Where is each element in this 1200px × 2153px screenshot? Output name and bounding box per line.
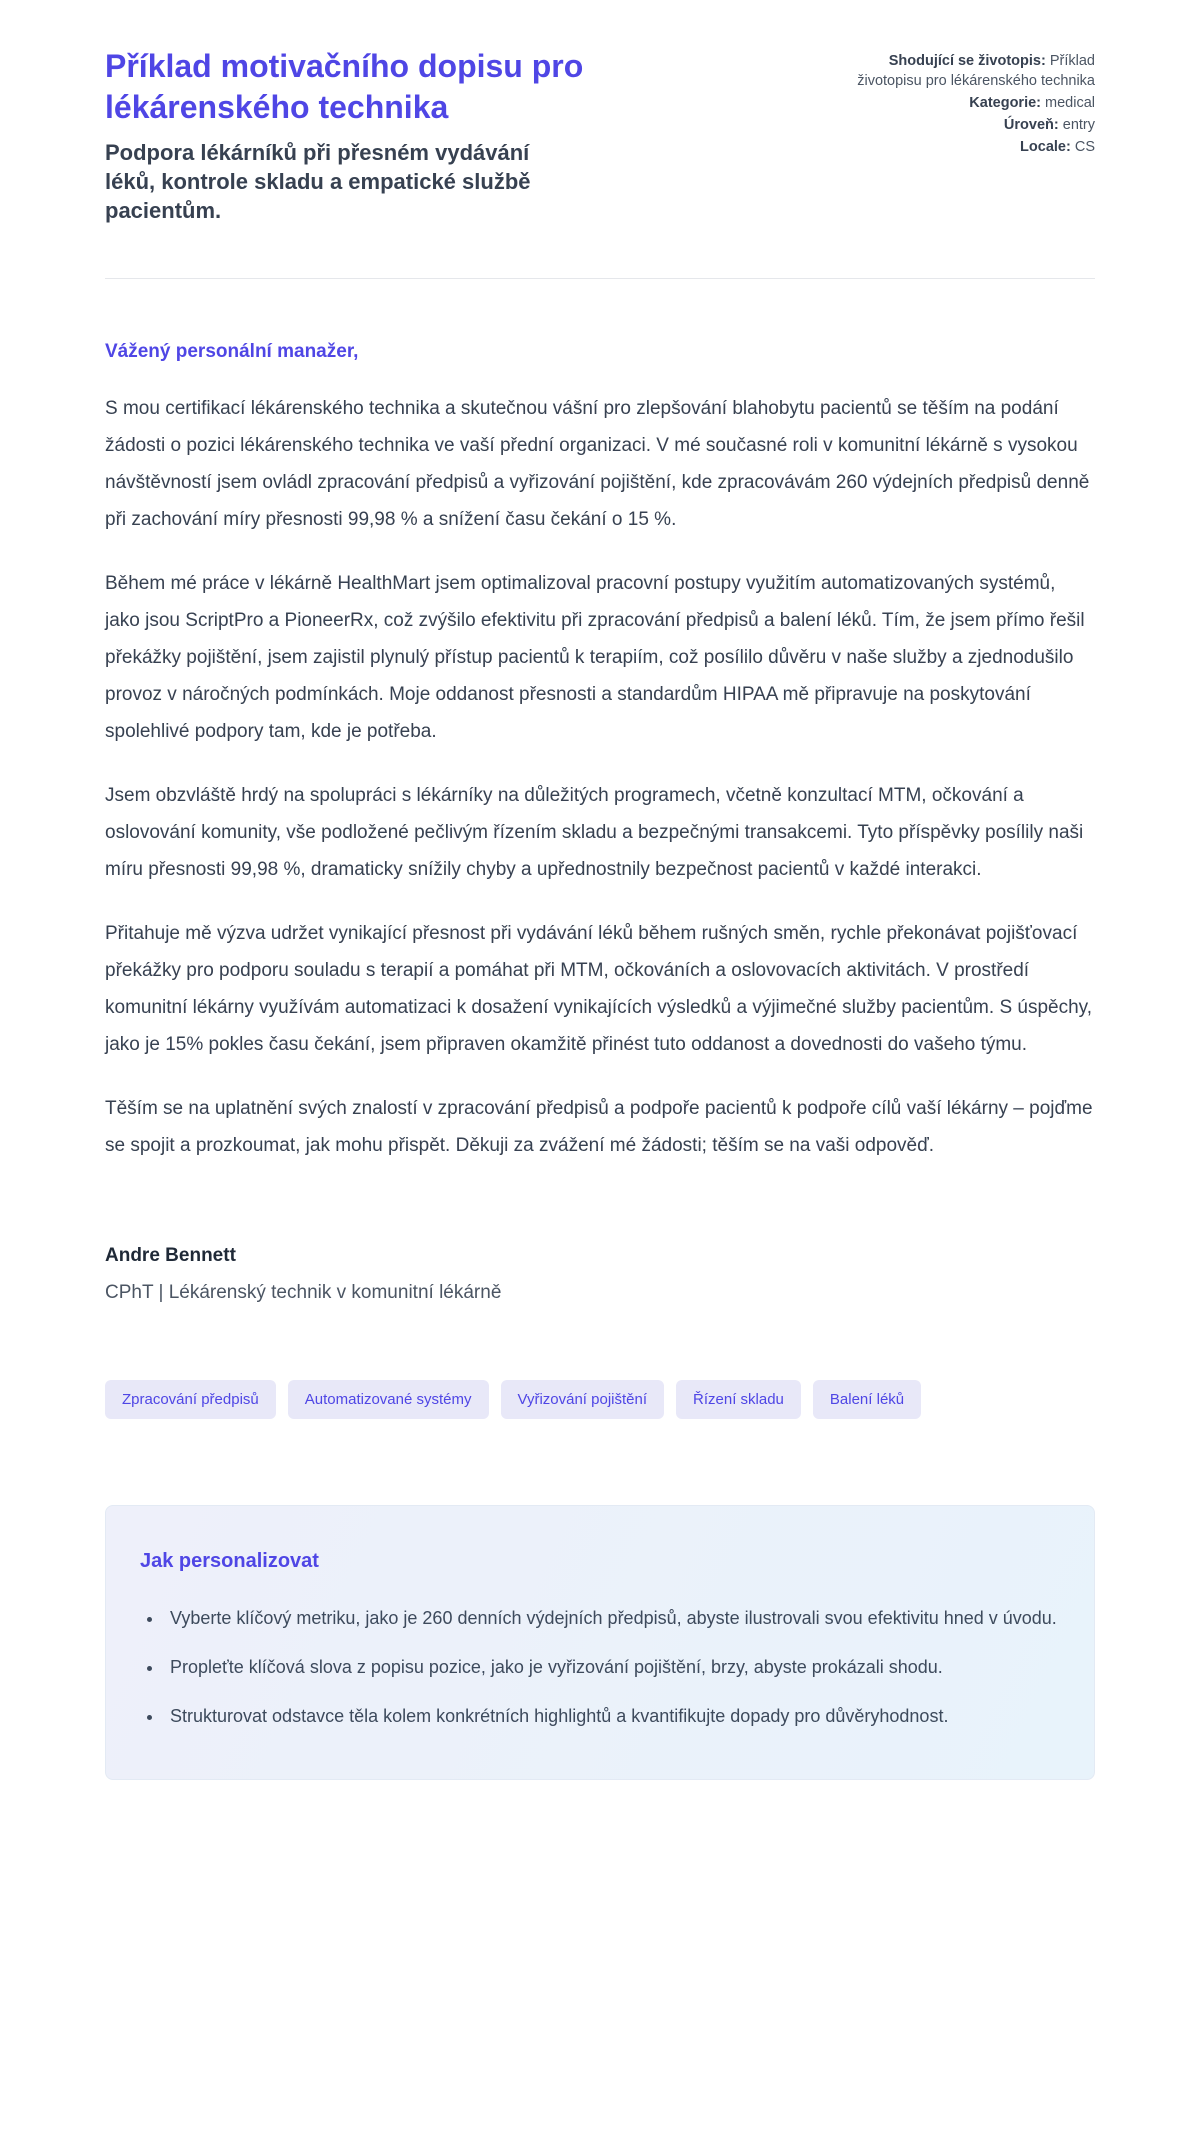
personalization-bullet: • Vyberte klíčový metriku, jako je 260 denních výdejních předpisů, abyste ilustrovali svou efektivitu hned v úvodu. — [164, 1601, 1060, 1635]
skill-tags — [105, 1380, 1095, 1419]
meta-value: entry — [1062, 117, 1095, 133]
letter-paragraph: Těším se na uplatnění svých znalostí v zpracování předpisů a podpoře pacientů k podpoře cílů vaší lékárny – pojďme se spojit a prozkoumat, jak mohu přispět. Děkuji za zvážení mé žádosti; těším se na vaši odpověď. — [105, 1098, 1093, 1157]
skill-tag-medication-packaging[interactable]: Balení léků — [813, 1380, 921, 1419]
signature-name: Andre Bennett — [105, 1244, 236, 1266]
meta-row-locale — [840, 137, 1095, 157]
meta-label: Locale: — [1020, 139, 1071, 155]
meta-row-category — [840, 93, 1095, 113]
page-title: Příklad motivačního dopisu pro lékárenského technika — [105, 48, 584, 125]
skill-tag-prescription-processing[interactable]: Zpracování předpisů — [105, 1380, 276, 1419]
letter-paragraph: Jsem obzvláště hrdý na spolupráci s lékárníky na důležitých programech, včetně konzultací MTM, očkování a oslovování komunity, vše podložené pečlivým řízením skladu a bezpečnými transakcemi. Tyto příspěvky posílily naši míru přesnosti 99,98 %, dramaticky snížily chyby a upřednostnily bezpečnost pacientů v každé interakci. — [105, 785, 1084, 881]
letter-paragraph: S mou certifikací lékárenského technika a skutečnou vášní pro zlepšování blahobytu pacientů se těším na podání žádosti o pozici lékárenského technika ve vaší přední organizaci. V mé současné roli v komunitní lékárně s vysokou návštěvností jsem ovládl zpracování předpisů a vyřizování pojištění, kde zpracovávám 260 výdejních předpisů denně při zachování míry přesnosti 99,98 % a snížení času čekání o 15 %. — [105, 397, 1090, 530]
meta-label: Kategorie: — [969, 95, 1041, 111]
skill-tag-inventory-management[interactable]: Řízení skladu — [676, 1380, 801, 1419]
personalization-title: Jak personalizovat — [140, 1549, 319, 1572]
meta-row-level — [840, 115, 1095, 135]
letter-paragraph: Během mé práce v lékárně HealthMart jsem optimalizoval pracovní postupy využitím automatizovaných systémů, jako jsou ScriptPro a PioneerRx, což zvýšilo efektivitu při zpracování předpisů a balení léků. Tím, že jsem přímo řešil překážky pojištění, jsem zajistil plynulý přístup pacientů k terapiím, což posílilo důvěru v naše služby a zjednodušilo provoz v náročných podmínkách. Moje oddanost přesnosti a standardům HIPAA mě připravuje na poskytování spolehlivé podpory tam, kde je potřeba. — [105, 572, 1085, 743]
skill-tag-insurance-handling[interactable]: Vyřizování pojištění — [501, 1380, 665, 1419]
page-header — [105, 46, 1095, 226]
header-divider — [105, 278, 1095, 279]
letter-paragraph: Přitahuje mě výzva udržet vynikající přesnost při vydávání léků během rušných směn, rychle překonávat pojišťovací překážky pro podporu souladu s terapií a pomáhat při MTM, očkováních a oslovovacích aktivitách. V prostředí komunitní lékárny využívám automatizaci k dosažení vynikajících výsledků a výjimečné služby pacientům. S úspěchy, jako je 15% pokles času čekání, jsem připraven okamžitě přinést tuto oddanost a dovednosti do vašeho týmu. — [105, 923, 1093, 1056]
letter-body — [105, 341, 1095, 1304]
header-title-block — [105, 46, 605, 226]
letter-signature — [105, 1245, 1095, 1304]
meta-value: CS — [1074, 139, 1095, 155]
personalization-bullet: • Propleťte klíčová slova z popisu pozice, jako je vyřizování pojištění, brzy, abyste prokázali shodu. — [164, 1650, 1060, 1684]
letter-greeting: Vážený personální manažer, — [105, 340, 359, 362]
personalization-list — [140, 1601, 1060, 1734]
meta-row-matching-resume — [840, 51, 1095, 91]
page-container — [105, 0, 1095, 1780]
personalization-bullet: • Strukturovat odstavce těla kolem konkrétních highlightů a kvantifikujte dopady pro důvěryhodnost. — [164, 1699, 1060, 1733]
signature-role: CPhT | Lékárenský technik v komunitní lékárně — [105, 1281, 502, 1303]
meta-label: Shodující se životopis: — [888, 53, 1046, 69]
page-subtitle: Podpora lékárníků při přesném vydávání léků, kontrole skladu a empatické službě pacientům. — [105, 139, 531, 224]
skill-tag-automated-systems[interactable]: Automatizované systémy — [288, 1380, 489, 1419]
personalization-box — [105, 1505, 1095, 1781]
meta-value: medical — [1045, 95, 1095, 111]
document-meta — [840, 46, 1095, 159]
meta-value: Příklad životopisu pro lékárenského technika — [857, 53, 1095, 89]
meta-label: Úroveň: — [1003, 117, 1059, 133]
